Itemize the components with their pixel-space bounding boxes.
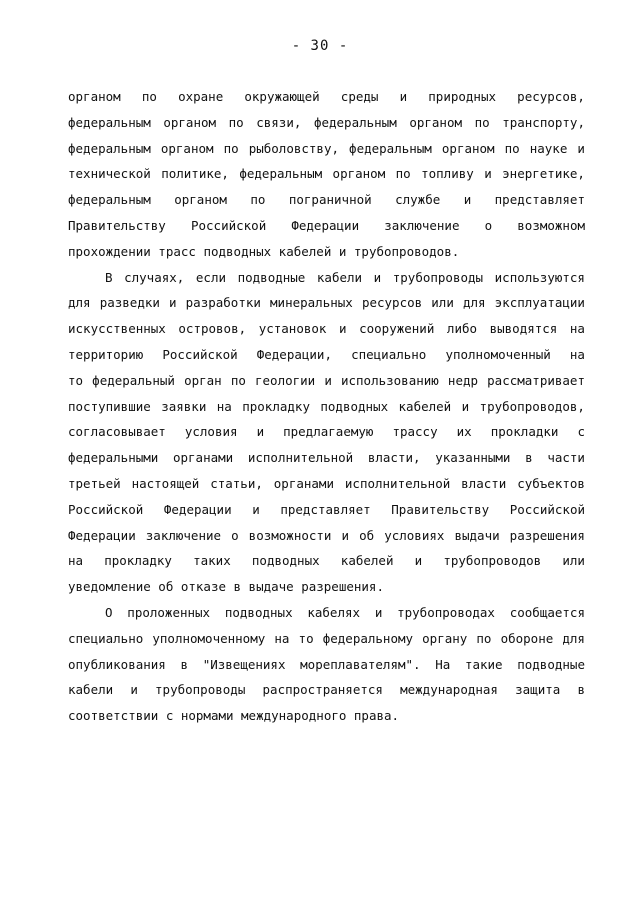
word: федеральным (313, 114, 397, 130)
word: эксплуатации (494, 295, 585, 311)
word: представляет (280, 501, 371, 517)
word: кабелей (340, 553, 394, 569)
word: в (577, 682, 585, 698)
text-line (68, 548, 585, 574)
word: В (105, 269, 113, 285)
word: рыболовству, (248, 140, 339, 156)
word: кабелей (278, 243, 332, 259)
word: защита (515, 682, 561, 698)
text-line (68, 626, 585, 652)
word: и (130, 682, 138, 698)
text-line (68, 652, 585, 678)
word: настоящей (131, 475, 200, 491)
word: о (484, 217, 493, 233)
word: трубопроводы (392, 269, 484, 285)
word: науке (529, 140, 568, 156)
word: подводных (224, 604, 293, 620)
word: на (569, 321, 585, 337)
word: третьей (68, 475, 121, 491)
word: кабелей (398, 398, 452, 414)
word: связи, (256, 114, 302, 130)
word: На (435, 656, 451, 672)
word: органами (273, 475, 334, 491)
word: заключение (145, 527, 222, 543)
word: территорию (68, 346, 144, 362)
word: геологии (255, 372, 316, 388)
text-line (68, 84, 585, 110)
word: кабелях (307, 604, 361, 620)
word: распространяется (262, 682, 383, 698)
word: представляет (494, 192, 585, 208)
word: выдачи (454, 527, 500, 543)
text-line (68, 187, 585, 213)
paragraph (68, 84, 585, 265)
word: условия (184, 424, 238, 440)
text-line (68, 239, 585, 265)
word: Федерации, (256, 346, 332, 362)
word: установок (258, 321, 327, 337)
text-line (68, 265, 585, 291)
word: субъектов (517, 475, 585, 491)
word: и (414, 553, 423, 569)
text-line (68, 110, 585, 136)
word: для (68, 295, 91, 311)
word: Федерации (163, 501, 232, 517)
word: об (158, 579, 174, 595)
word: по (228, 114, 244, 130)
text-line (68, 703, 585, 729)
word: по (223, 140, 239, 156)
word: среды (340, 89, 379, 104)
text-line (68, 290, 585, 316)
word: выводятся (489, 321, 558, 337)
text-line (68, 161, 585, 187)
word: с (165, 708, 174, 724)
word: выдаче (248, 579, 294, 595)
word: на (68, 553, 84, 569)
word: органами (172, 450, 234, 466)
word: прохождении (68, 243, 151, 259)
word: энергетике, (502, 166, 585, 182)
word: и (324, 372, 332, 388)
word: искусственных (68, 321, 166, 337)
word: трубопроводы (155, 682, 246, 698)
word: рассматривает (487, 372, 585, 388)
word: власти (461, 475, 507, 491)
word: прокладку (242, 398, 310, 414)
word: и (484, 166, 492, 182)
word: то (298, 630, 314, 646)
text-line (68, 497, 585, 523)
paragraph (68, 265, 585, 600)
word: таких (193, 553, 231, 569)
word: федеральным (68, 114, 151, 130)
word: поступившие (68, 398, 151, 414)
word: и (338, 243, 347, 259)
word: органом (409, 114, 462, 130)
word: и (256, 424, 265, 440)
word: охране (178, 89, 224, 104)
word: минеральных (270, 295, 353, 311)
word: и (373, 269, 382, 285)
word: "Извещениях (202, 656, 286, 672)
word: органом (160, 140, 214, 156)
word: используются (494, 269, 585, 285)
word: Правительству (391, 501, 490, 517)
word: возможном (517, 217, 585, 233)
word: технической (68, 166, 151, 182)
word: и (577, 140, 585, 156)
word: федеральный (92, 372, 175, 388)
word: транспорту, (502, 114, 585, 130)
word: и (461, 398, 470, 414)
word: по (230, 372, 246, 388)
word: на (274, 630, 290, 646)
word: или (562, 553, 585, 569)
word: пограничной (288, 192, 372, 208)
word: международного (241, 708, 347, 724)
word: прокладки (490, 424, 559, 440)
word: их (456, 424, 472, 440)
text-line (68, 574, 585, 600)
word: с (577, 424, 585, 440)
word: органом (68, 89, 121, 104)
word: разрешения. (301, 579, 384, 595)
word: органу (422, 630, 468, 646)
word: использованию (340, 372, 439, 388)
body-text (68, 84, 585, 729)
word: проложенных (127, 604, 211, 620)
word: власти, (367, 450, 421, 466)
text-line (68, 394, 585, 420)
word: ресурсов, (517, 89, 585, 104)
text-line (68, 600, 585, 626)
word: Федерации (291, 217, 360, 233)
word: Правительству (68, 217, 166, 233)
word: прокладку (104, 553, 172, 569)
word: статьи, (210, 475, 263, 491)
word: окружающей (244, 89, 320, 104)
word: о (231, 527, 239, 543)
word: Российской (68, 501, 144, 517)
word: и (399, 89, 408, 104)
word: согласовывает (68, 424, 166, 440)
word: по (141, 89, 157, 104)
word: федеральным (349, 140, 432, 156)
page-number: - 30 - (291, 38, 349, 54)
word: указанными (435, 450, 511, 466)
word: Российской (162, 346, 238, 362)
word: то (68, 372, 84, 388)
word: Федерации (68, 527, 136, 543)
word: островов, (178, 321, 247, 337)
word: предлагаемую (283, 424, 374, 440)
word: в (525, 450, 533, 466)
word: подводных (320, 398, 389, 414)
word: опубликования (68, 656, 166, 672)
text-line (68, 368, 585, 394)
word: обороне (500, 630, 554, 646)
word: заявки (161, 398, 207, 414)
text-line (68, 342, 585, 368)
word: топливу (421, 166, 474, 182)
word: по (504, 140, 520, 156)
word: подводные (237, 269, 306, 285)
text-line (68, 213, 585, 239)
text-line (68, 136, 585, 162)
word: федеральным (68, 140, 151, 156)
word: в (180, 656, 189, 672)
word: случаях, (124, 269, 185, 285)
word: и (169, 295, 177, 311)
text-line (68, 316, 585, 342)
word: части (547, 450, 585, 466)
word: подводные (517, 656, 585, 672)
word: на (569, 346, 585, 362)
word: сооружений (359, 321, 435, 337)
word: и (463, 192, 472, 208)
word: политике, (161, 166, 229, 182)
word: уведомление (68, 579, 151, 595)
word: международная (400, 682, 498, 698)
word: трассу (392, 424, 438, 440)
word: федеральным (68, 192, 151, 208)
text-line (68, 471, 585, 497)
word: уполномоченный (445, 346, 551, 362)
word: нормами (180, 708, 234, 724)
word: условиях (384, 527, 445, 543)
word: федеральному (322, 630, 414, 646)
word: об (359, 527, 375, 543)
word: кабели (316, 269, 363, 285)
word: природных (428, 89, 497, 104)
word: ресурсов (361, 295, 423, 311)
word: подводных (251, 553, 320, 569)
word: службе (395, 192, 441, 208)
word: заключение (384, 217, 460, 233)
word: или (431, 295, 454, 311)
word: соответствии (68, 708, 159, 724)
text-line (68, 523, 585, 549)
word: О (105, 604, 113, 620)
word: специально (351, 346, 427, 362)
word: по (476, 630, 492, 646)
word: специально (68, 630, 144, 646)
word: права. (353, 708, 400, 724)
word: уполномоченному (152, 630, 266, 646)
word: для (562, 630, 585, 646)
word: органом (332, 166, 386, 182)
word: и (339, 321, 347, 337)
word: если (195, 269, 227, 285)
word: и (374, 604, 383, 620)
word: Российской (190, 217, 267, 233)
word: разведки (99, 295, 160, 311)
word: для (462, 295, 486, 311)
word: сообщается (509, 604, 585, 620)
word: в (233, 579, 242, 595)
text-line (68, 677, 585, 703)
word: возможности (248, 527, 332, 543)
word: исполнительной (247, 450, 354, 466)
word: такие (464, 656, 503, 672)
word: исполнительной (344, 475, 451, 491)
word: разработки (185, 295, 261, 311)
word: трубопроводов, (479, 398, 585, 414)
word: недр (447, 372, 479, 388)
word: орган (184, 372, 222, 388)
word: трубопроводов. (353, 243, 460, 259)
word: подводных (203, 243, 272, 259)
word: кабели (68, 682, 114, 698)
word: и (341, 527, 350, 543)
word: федеральными (68, 450, 159, 466)
word: органом (174, 192, 227, 208)
word: федеральным (239, 166, 323, 182)
word: трубопроводов (443, 553, 542, 569)
word: разрешения (509, 527, 585, 543)
word: органом (441, 140, 495, 156)
text-line (68, 419, 585, 445)
word: по (474, 114, 490, 130)
paragraph (68, 600, 585, 729)
word: отказе (180, 579, 227, 595)
word: по (395, 166, 411, 182)
word: по (250, 192, 266, 208)
word: на (216, 398, 232, 414)
text-line (68, 445, 585, 471)
word: трубопроводах (397, 604, 495, 620)
word: мореплавателям". (300, 656, 421, 672)
word: либо (446, 321, 478, 337)
word: Российской (509, 501, 585, 517)
word: органом (163, 114, 217, 130)
word: трасс (158, 243, 196, 259)
word: и (252, 501, 260, 517)
